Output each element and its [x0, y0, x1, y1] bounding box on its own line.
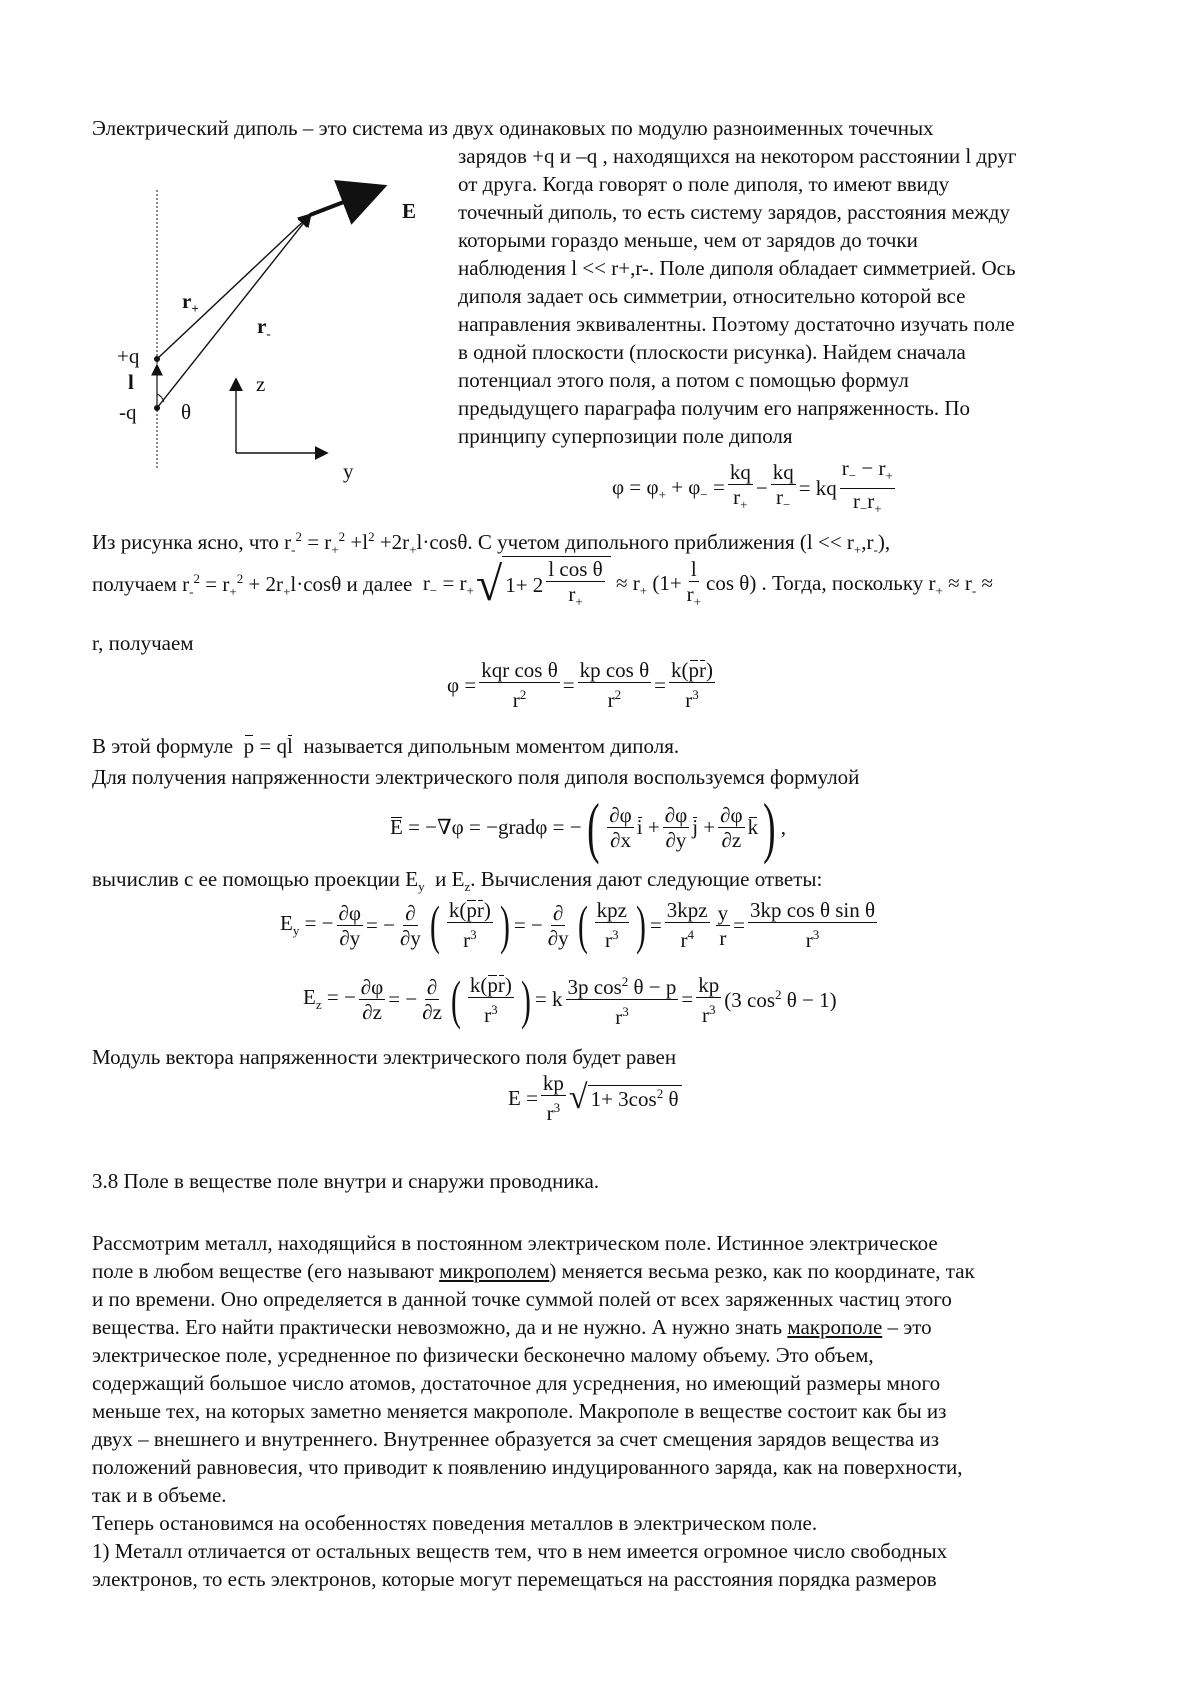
body-line-7: меньше тех, на которых заметно меняется макрополе. Макрополе в веществе состоит как бы из	[92, 1399, 947, 1423]
label-theta: θ	[181, 400, 192, 424]
label-z: z	[256, 372, 266, 396]
intro-wrap-line: от друга. Когда говорят о поле диполя, то имеют ввиду	[458, 172, 950, 196]
intro-wrap-line: в одной плоскости (плоскости рисунка). Найдем сначала	[458, 340, 966, 364]
body-line-8: двух – внешнего и внутреннего. Внутреннее образуется за счет смещения зарядов вещества из	[92, 1427, 940, 1451]
intro-wrap-line: потенциал этого поля, а потом с помощью формул	[458, 368, 909, 392]
body-line-4: вещества. Его найти практически невозможно, да и не нужно. А нужно знать макрополе – это	[92, 1315, 932, 1339]
para2-line-2: получаем $r_-^2 = r_+^2 + 2r_+l\cdot\cos\theta$ и далее $r_- = r_+$ √ 1+ 2 $\frac{\text{l cos θ}}{r_+}$ ≈ $r_+$ (1+ $\frac{l}{r_+}$ cos θ) . Тогда, поскольку $r_+ \approx r_-$ ≈	[92, 556, 993, 614]
intro-wrap-line: зарядов +q и –q , находящихся на некотором расстоянии l друг	[458, 144, 1017, 168]
para3-line-2: Для получения напряженности электрического поля диполя воспользуемся формулой	[92, 765, 860, 789]
label-minus-q: -q	[119, 400, 137, 424]
eq-Ey: $E_y$ = − $\frac{\partial\varphi}{\partial y}$ = − $\frac{\partial}{\partial y}$ ( $\frac{k(pr)}{r^3}$ ) = − $\frac{\partial}{\partial y}$ ( $\frac{\text{kpz}}{r^3}$ ) = $\frac{\text{3kpz}}{r^4}$ $\frac{y}{r}$ = $\frac{\text{3kp cos θ sin θ}}{r^3}$	[280, 895, 876, 955]
label-plus-q: +q	[117, 344, 140, 368]
intro-wrap-line: принципу суперпозиции поле диполя	[458, 424, 793, 448]
body-line-9: положений равновесия, что приводит к появлению индуцированного заряда, как на поверхности,	[92, 1455, 963, 1479]
intro-wrap-line: наблюдения l << r+,r-. Поле диполя обладает симметрией. Ось	[458, 256, 1016, 280]
para3-line-1: В этой формуле p = ql называется дипольным моментом диполя.	[92, 734, 680, 758]
eq-E-modulus: E = $\frac{kp}{r^3}$ √ $1+ 3\cos^2$ θ	[508, 1071, 682, 1125]
label-r-plus: $r_+$	[182, 289, 199, 317]
eq-phi: $\varphi = \varphi_+ + \varphi_-$ = $\frac{kq}{r_+}$ − $\frac{kq}{r_-}$ = kq $\frac{r_- - r_+}{r_-r_+}$	[612, 456, 893, 517]
body-line-12: 1) Металл отличается от остальных веществ тем, что в нем имеется огромное число свободных	[92, 1539, 948, 1563]
r-plus-vector	[157, 215, 310, 359]
minus-charge	[154, 405, 160, 411]
intro-wrap-line: направления эквивалентны. Поэтому достаточно изучать поле	[458, 312, 1015, 336]
label-y: y	[343, 459, 354, 483]
intro-wrap-line: предыдущего параграфа получим его напряженность. По	[458, 396, 970, 420]
plus-charge	[154, 356, 160, 362]
para2-line-1: Из рисунка ясно, что $r_-^2 = r_+^2 +l^2 +2r_+l\cdot\cos\theta$. С учетом дипольного приближения $(l << r_+,r_-)$,	[92, 529, 891, 558]
label-l: l	[128, 370, 134, 394]
para4: вычислив с ее помощью проекции $E_y$ и $E_z$. Вычисления дают следующие ответы:	[92, 867, 823, 895]
intro-line-1: Электрический диполь – это система из двух одинаковых по модулю разноименных точечных	[92, 116, 934, 140]
eq-gradient: E = −∇φ = −gradφ = − ( $\frac{\partial\varphi}{\partial x}$ i + $\frac{\partial\varphi}{\partial y}$ j + $\frac{\partial\varphi}{\partial z}$ k ) ,	[390, 789, 787, 865]
eq-Ez: $E_z$ = − $\frac{\partial\varphi}{\partial z}$ = − $\frac{\partial}{\partial z}$ ( $\frac{k(pr)}{r^3}$ ) = k $\frac{3p \cos^2 \theta - p}{r^3}$ = $\frac{kp}{r^3}$ (3 $\cos^2 \theta - 1$)	[303, 969, 837, 1030]
intro-wrap-line: диполя задает ось симметрии, относительно которой все	[458, 284, 966, 308]
e-field-vector	[310, 188, 380, 215]
body-line-5: электрическое поле, усредненное по физически бесконечно малому объему. Это объем,	[92, 1343, 874, 1367]
intro-wrap-line: которыми гораздо меньше, чем от зарядов до точки	[458, 228, 918, 252]
dipole-figure	[100, 170, 520, 470]
term-microfield: микрополем	[439, 1259, 550, 1283]
label-r-minus: $r_-$	[257, 314, 271, 342]
label-E: E	[402, 199, 417, 223]
body-line-13: электронов, то есть электронов, которые могут перемещаться на расстояния порядка размеров	[92, 1567, 937, 1591]
body-line-1: Рассмотрим металл, находящийся в постоянном электрическом поле. Истинное электрическое	[92, 1231, 938, 1255]
r-minus-vector	[157, 215, 310, 408]
para5: Модуль вектора напряженности электрического поля будет равен	[92, 1045, 677, 1069]
eq-phi-dipole: φ = $\frac{\text{kqr cos θ}}{r^2}$ = $\frac{\text{kp cos θ}}{r^2}$ = $\frac{k(pr)}{r^3}$	[447, 658, 714, 712]
section-title: 3.8 Поле в веществе поле внутри и снаружи проводника.	[92, 1169, 600, 1193]
intro-wrap-line: точечный диполь, то есть систему зарядов, расстояния между	[458, 200, 1010, 224]
body-line-3: и по времени. Оно определяется в данной точке суммой полей от всех заряженных частиц этого	[92, 1287, 952, 1311]
body-line-2: поле в любом веществе (его называют микрополем) меняется весьма резко, как по координате, так	[92, 1259, 975, 1283]
para2-line-3: r, получаем	[92, 631, 194, 655]
term-macrofield: макрополе	[787, 1315, 883, 1339]
body-line-6: содержащий большое число атомов, достаточное для усреднения, но имеющий размеры много	[92, 1371, 941, 1395]
body-line-11: Теперь остановимся на особенностях поведения металлов в электрическом поле.	[92, 1511, 818, 1535]
body-line-10: так и в объеме.	[92, 1483, 227, 1507]
